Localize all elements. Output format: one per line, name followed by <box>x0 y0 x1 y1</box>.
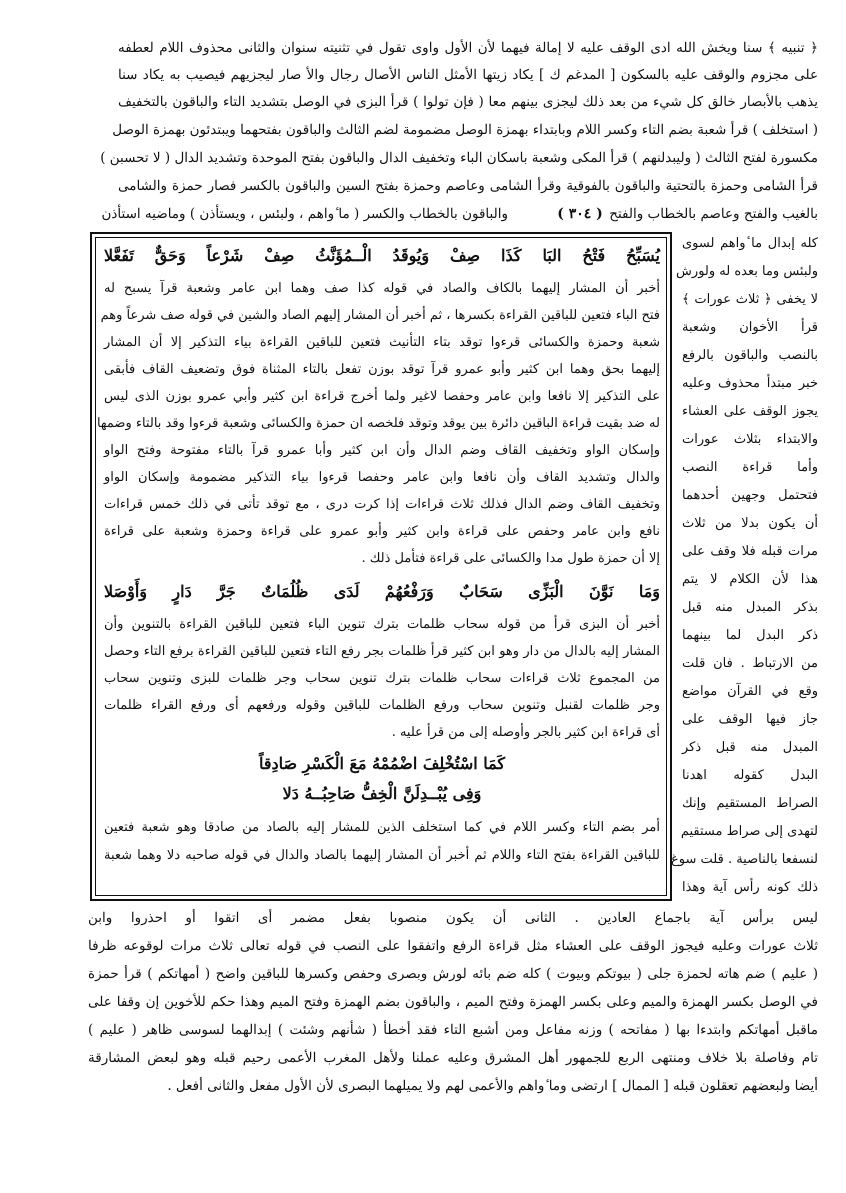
bottom-line: في الوصل بكسر الهمزة والميم وعلى بكسر الهمزة وفتح الميم ، والباقون بضم الهمزة وفتح الميم وهذا حكم للأخوين إن وقفا على <box>88 994 818 1010</box>
commentary-line: شعبة وحمزة والكسائى قرءوا توقد بتاء التأنيث فتعين للباقين القراءة بياء التذكير إلا أن المشار <box>104 335 660 350</box>
margin-line: بالنصب والباقون بالرفع <box>682 348 818 363</box>
top-line: مكسورة لفتح الثالث ( وليبدلنهم ) قرأ المكى وشعبة باسكان الباء وتخفيف الدال والباقون بفتح الموحدة وتشديد الدال ( لا تحسبن ) <box>100 150 818 166</box>
commentary-line: على التذكير إلا نافعا وابن عامر وحفصا لاغير ولما أخرج قراءة ابن كثير وأبي عمرو بوزن الذى ليس <box>104 389 660 404</box>
margin-line: ذلك كونه رأس آية وهذا <box>682 880 818 895</box>
commentary-line: والدال وتشديد القاف وأن نافعا وابن عامر وحفصا قرءوا بياء التذكير مضمومة وإسكان الواو <box>104 470 660 485</box>
margin-line: قرأ الأخوان وشعبة <box>682 320 818 335</box>
margin-line: من الارتباط . فان قلت <box>682 656 818 671</box>
commentary-line: أمر بضم التاء وكسر اللام في كما استخلف الذين للمشار إليه بالصاد من صادقا وهو شعبة فتعين <box>104 820 660 835</box>
margin-line: أن يكون بدلا من ثلاث <box>682 516 818 531</box>
margin-line: هذا لأن الكلام لا يتم <box>682 572 818 587</box>
head-line-right: بالغيب والفتح وعاصم بالخطاب والفتح <box>609 206 818 222</box>
commentary-line: وجر ظلمات لقنبل وتنوين سحاب ورفع الظلمات للباقين وقوله ورفعهم أى ورفع القراء ظلمات <box>104 698 660 713</box>
top-line: على مجزوم والوقف عليه بالسكون [ المدغم ك ] يكاد زيتها الأمثل الناس الأصال رجال والأ صار ليجزيهم فيصيب به يكاد سنا <box>118 67 818 83</box>
margin-line: خبر مبتدأ محذوف وعليه <box>682 376 818 391</box>
margin-line: بذكر المبدل منه قبل <box>682 600 818 615</box>
commentary-line: أخبر أن البزى قرأ من قوله سحاب ظلمات بترك تنوين الباء فتعين للباقين القراءة بالتنوين وأن <box>104 617 660 632</box>
commentary-line: أخبر أن المشار إليهما بالكاف والصاد في قوله كذا صف وهما ابن عامر وشعبة قرآ يسبح له <box>104 281 660 296</box>
margin-line: والابتداء بثلاث عورات <box>682 432 818 447</box>
verse-line: وَمَا نَوَّنَ الْبَزِّى سَحَابٌ وَرَفْعُهُمْ لَدَى ظُلُمَاتٌ جَرَّ دَارٍ وَأَوْصَلا <box>104 582 660 601</box>
bottom-line: تام وفاصلة بلا خلاف ومنتهى الربع للجمهور أهل المشرق وعليه عملنا ولأهل المغرب الأعمى رحيم قبله وهو لبعض المشارقة <box>88 1050 818 1066</box>
commentary-line: وتخفيف القاف وضم الدال فذلك ثلاث قراءات إذا كرت درى ، مع توقد تأتى في ذلك خمس قراءات <box>104 497 660 512</box>
commentary-line: له ضد بقيت قراءة الباقين دائرة بين يوقد وتوقد فلخصه ان حمزة والكسائى وشعبة قرءوا وقد بالتاء وضمها <box>96 416 660 431</box>
margin-line: المبدل منه قبل ذكر <box>682 740 818 755</box>
top-line: يذهب بالأبصار خالق كل شيء من بعد ذلك ليجزى بينهم معا ( فإن تولوا ) قرأ البزى في الوصل بتشديد التاء والباقون بالتخفيف <box>118 94 818 110</box>
margin-line: فتحتمل وجهين أحدهما <box>682 488 818 503</box>
verse-line: وَفِى يُبْــدِلَنَّ الْخِفُّ صَاحِبُــهُ دَلا <box>282 784 482 803</box>
bottom-line: ليس برأس آية باجماع العادين . الثانى أن يكون منصوبا بفعل مضمر أى اتقوا أو احذروا وابن <box>88 910 818 926</box>
commentary-line: إليهما بحق وهما ابن كثير وأبو عمرو قرآ توقد بوزن تفعل بالتاء المثناة فوق وتضعيف القاف فأبقى <box>104 362 660 377</box>
commentary-line: فتح الباء فتعين للباقين القراءة بكسرها ، ثم أخبر أن المشار إليهم الصاد والشين في قوله صف شرعاً وهم <box>100 308 660 323</box>
margin-line: جاز فيها الوقف على <box>682 712 818 727</box>
verse-line: كَمَا اسْتُخْلِفَ اضْمُمْهُ مَعَ الْكَسْرِ صَادِقاً <box>258 754 506 773</box>
commentary-line: وإسكان الواو وتخفيف القاف وضم الدال وأن ابن كثير وأبا عمرو قرآ بالتاء مفتوحة وفتح الواو <box>104 443 660 458</box>
margin-line: لتهدى إلى صراط مستقيم <box>680 824 818 839</box>
margin-line: ذكر البدل لما بينهما <box>682 628 818 643</box>
bottom-line: ثلاث عورات وعليه فيجوز الوقف على العشاء مثل قراءة الرفع واتفقوا على النصب في قوله تعالى ثلاث مرات لوقوعه ظرفا <box>88 938 818 954</box>
commentary-line: إلا أن حمزة طول مدا والكسائى على قراءة فتأمل ذلك . <box>361 551 660 566</box>
commentary-line: المشار إليه بالدال من دار وهو ابن كثير قرأ ظلمات بجر رفع التاء فتعين للباقين القراءة برفع التاء وحصل <box>104 644 660 659</box>
page-number: ( ٣٠٤ ) <box>557 206 603 222</box>
verse-line: يُسَبِّحُ فَتْحُ البَا كَذَا صِفْ وَيُوقَدُ الْــمُؤَنَّثُ صِفْ شَرْعاً وَحَقٌّ تَفَعَّلا <box>104 246 660 265</box>
margin-line: مرات قبله فلا وقف على <box>682 544 818 559</box>
top-line: قرأ الشامى وحمزة بالتحتية والباقون بالفوقية وقرأ الشامى وعاصم وحمزة بفتح السين والباقون بالكسر فصار حمزة والشامى <box>118 178 818 194</box>
margin-line: كله إبدال ما ٔواهم لسوى <box>682 236 818 251</box>
head-line-left: والباقون بالخطاب والكسر ( ما ٔواهم ، ولبئس ، ويستأذن ) وماضيه استأذن <box>101 206 508 222</box>
commentary-line: نافع وابن عامر وحفص على قراءة وابن كثير وأبو عمرو على قراءة وحمزة وشعبة على قراءة <box>104 524 660 539</box>
bottom-line: أيضا ولبعضهم تعقلون قبله [ الممال ] ارتضى وما ٔواهم والأعمى لهم ولا يميلهما البصرى لأن الأول مفعل والثانى أفعل . <box>167 1078 818 1094</box>
margin-line: وأما قراءة النصب <box>682 460 818 475</box>
top-line: ( استخلف ) قرأ شعبة بضم التاء وكسر اللام وبابتداء بهمزة الوصل مضمومة لضم الثالث والباقون بفتحهما ويبتدئون بهمزة الوصل <box>112 122 818 138</box>
bottom-line: ماقبل أمهاتكم وابتدءا بها ( مفاتحه ) وزنه مفاعل ومن أشبع التاء فقد أخطأ ( شأنهم وشئت ) إبدالهما لسوسى ظاهر ( عليم ) <box>88 1022 818 1038</box>
margin-line: وقع في القرآن مواضع <box>682 684 818 699</box>
commentary-line: للباقين القراءة بفتح التاء واللام ثم أخبر أن المشار إليهما بالصاد والدال في قوله صاحبه دلا وهما شعبة <box>104 848 660 863</box>
margin-line: لنسفعا بالناصية . قلت سوغ <box>671 852 818 867</box>
margin-line: ولبئس وما بعده له ولورش <box>676 264 818 279</box>
top-line: ﴿ تنبيه ﴾ سنا ويخش الله ادى الوقف عليه لا إمالة فيهما لأن الأول واوى تقول في تثنيته سنوان والثانى محذوف اللام لعطفه <box>118 40 818 56</box>
commentary-line: أى قراءة ابن كثير بالجر وأوصله إلى من قرأ عليه . <box>391 725 660 740</box>
margin-line: الصراط المستقيم وإنك <box>682 796 818 811</box>
bottom-line: ( عليم ) ضم هاته لحمزة جلى ( بيوتكم وبيوت ) كله ضم بائه لورش وبصرى وحفص وكسرها للباقين واضح ( أمهاتكم ) قرأ حمزة <box>88 966 818 982</box>
commentary-line: من المجموع ثلاث قراءات سحاب ظلمات بترك تنوين سحاب وجر ظلمات للبزى وتنوين سحاب <box>104 671 660 686</box>
margin-line: لا يخفى ﴿ ثلاث عورات ﴾ <box>682 292 818 307</box>
margin-line: يجوز الوقف على العشاء <box>682 404 818 419</box>
margin-line: البدل كقوله اهدنا <box>682 768 818 783</box>
